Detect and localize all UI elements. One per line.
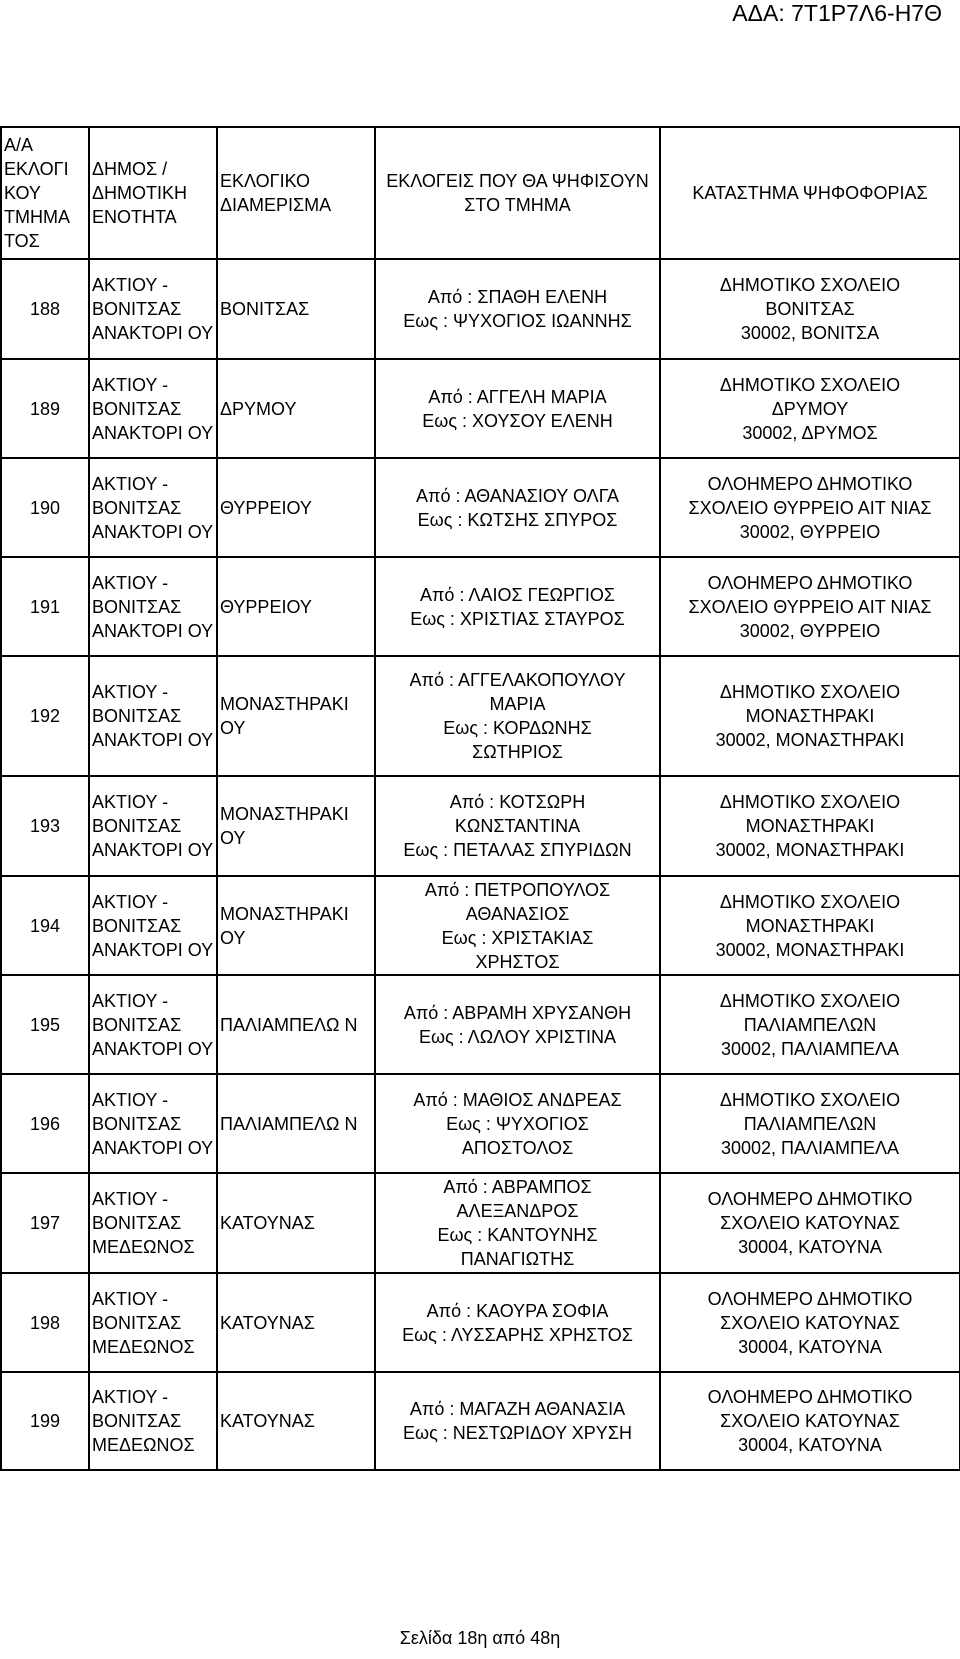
- polling-station-line: ΔΗΜΟΤΙΚΟ ΣΧΟΛΕΙΟ: [719, 990, 901, 1011]
- voters-range-line: ΑΠΟΣΤΟΛΟΣ: [461, 1137, 574, 1158]
- electoral-district: ΒΟΝΙΤΣΑΣ: [217, 259, 375, 359]
- polling-station: [660, 1273, 960, 1372]
- voters-range-line: ΠΑΝΑΓΙΩΤΗΣ: [460, 1249, 575, 1269]
- voters-range-line: Εως : ΠΕΤΑΛΑΣ ΣΠΥΡΙΔΩΝ: [403, 840, 632, 860]
- polling-station-line: 30002, ΘΥΡΡΕΙΟ: [739, 521, 881, 542]
- table-row: [1, 359, 960, 458]
- voters-range-line: Από : ΑΓΓΕΛΑΚΟΠΟΥΛΟΥ: [409, 670, 626, 690]
- polling-station: [660, 458, 960, 557]
- column-header-katastima: ΚΑΤΑΣΤΗΜΑ ΨΗΦΟΦΟΡΙΑΣ: [660, 127, 960, 259]
- voters-range-line: Εως : ΚΟΡΔΩΝΗΣ: [443, 718, 592, 738]
- voters-range: [375, 557, 660, 656]
- section-number: 194: [1, 876, 89, 975]
- voters-range: [375, 458, 660, 557]
- polling-station-line: 30002, ΠΑΛΙΑΜΠΕΛΑ: [720, 1038, 900, 1059]
- municipality: ΑΚΤΙΟΥ - ΒΟΝΙΤΣΑΣ ΑΝΑΚΤΟΡΙ ΟΥ: [89, 876, 217, 975]
- polling-station-line: ΟΛΟΗΜΕΡΟ ΔΗΜΟΤΙΚΟ: [707, 1387, 913, 1407]
- voters-range-line: Από : ΣΠΑΘΗ ΕΛΕΝΗ: [427, 287, 608, 307]
- voters-range-line: Από : ΑΓΓΕΛΗ ΜΑΡΙΑ: [428, 386, 607, 407]
- polling-station-line: 30002, ΔΡΥΜΟΣ: [742, 422, 878, 443]
- polling-station-line: ΟΛΟΗΜΕΡΟ ΔΗΜΟΤΙΚΟ: [707, 1288, 913, 1309]
- column-header-aa: Α/Α ΕΚΛΟΓΙ ΚΟΥ ΤΜΗΜΑ ΤΟΣ: [1, 127, 89, 259]
- section-number: 195: [1, 975, 89, 1074]
- electoral-district: ΜΟΝΑΣΤΗΡΑΚΙ ΟΥ: [217, 656, 375, 776]
- voters-range-line: Εως : ΛΥΣΣΑΡΗΣ ΧΡΗΣΤΟΣ: [402, 1324, 633, 1345]
- table-row: [1, 259, 960, 359]
- voters-range-line: Από : ΑΒΡΑΜΠΟΣ: [443, 1177, 592, 1197]
- electoral-district: ΘΥΡΡΕΙΟΥ: [217, 458, 375, 557]
- section-number: 190: [1, 458, 89, 557]
- voters-range-line: ΧΡΗΣΤΟΣ: [475, 951, 560, 972]
- table-row: [1, 1273, 960, 1372]
- table-row: [1, 1372, 960, 1470]
- polling-station-line: 30004, ΚΑΤΟΥΝΑ: [738, 1435, 882, 1455]
- electoral-district: ΚΑΤΟΥΝΑΣ: [217, 1372, 375, 1470]
- polling-station-line: ΔΗΜΟΤΙΚΟ ΣΧΟΛΕΙΟ: [719, 275, 901, 295]
- electoral-district: ΜΟΝΑΣΤΗΡΑΚΙ ΟΥ: [217, 776, 375, 876]
- column-header-dimos: ΔΗΜΟΣ / ΔΗΜΟΤΙΚΗ ΕΝΟΤΗΤΑ: [89, 127, 217, 259]
- table-row: [1, 1074, 960, 1173]
- table-row: [1, 458, 960, 557]
- voters-range: [375, 359, 660, 458]
- polling-station: [660, 1372, 960, 1470]
- electoral-district: ΚΑΤΟΥΝΑΣ: [217, 1273, 375, 1372]
- electoral-district: ΔΡΥΜΟΥ: [217, 359, 375, 458]
- polling-station-line: ΠΑΛΙΑΜΠΕΛΩΝ: [743, 1113, 877, 1134]
- voters-range: [375, 1074, 660, 1173]
- polling-station-line: ΔΗΜΟΤΙΚΟ ΣΧΟΛΕΙΟ: [719, 1089, 901, 1110]
- voters-range-line: Εως : ΧΡΙΣΤΙΑΣ ΣΤΑΥΡΟΣ: [410, 608, 625, 629]
- voters-range: [375, 259, 660, 359]
- table-row: [1, 656, 960, 776]
- polling-station-line: 30002, ΜΟΝΑΣΤΗΡΑΚΙ: [715, 939, 905, 960]
- table-row: [1, 557, 960, 656]
- column-header-eklogeis: ΕΚΛΟΓΕΙΣ ΠΟΥ ΘΑ ΨΗΦΙΣΟΥΝ ΣΤΟ ΤΜΗΜΑ: [375, 127, 660, 259]
- polling-station-line: 30002, ΜΟΝΑΣΤΗΡΑΚΙ: [715, 840, 905, 860]
- voters-range: [375, 776, 660, 876]
- electoral-district: ΜΟΝΑΣΤΗΡΑΚΙ ΟΥ: [217, 876, 375, 975]
- polling-stations-table: [0, 126, 960, 1471]
- electoral-district: ΚΑΤΟΥΝΑΣ: [217, 1173, 375, 1273]
- voters-range-line: Από : ΚΑΟΥΡΑ ΣΟΦΙΑ: [426, 1300, 609, 1321]
- polling-station-line: ΜΟΝΑΣΤΗΡΑΚΙ: [745, 915, 875, 936]
- municipality: ΑΚΤΙΟΥ - ΒΟΝΙΤΣΑΣ ΑΝΑΚΤΟΡΙ ΟΥ: [89, 1074, 217, 1173]
- electoral-district: ΘΥΡΡΕΙΟΥ: [217, 557, 375, 656]
- section-number: 191: [1, 557, 89, 656]
- polling-station-line: 30002, ΠΑΛΙΑΜΠΕΛΑ: [720, 1137, 900, 1158]
- voters-range-line: Από : ΚΟΤΣΩΡΗ: [449, 792, 586, 812]
- polling-station: [660, 656, 960, 776]
- polling-station-line: 30002, ΒΟΝΙΤΣΑ: [740, 323, 880, 343]
- table-body: [1, 259, 960, 1470]
- polling-station: [660, 259, 960, 359]
- section-number: 196: [1, 1074, 89, 1173]
- municipality: ΑΚΤΙΟΥ - ΒΟΝΙΤΣΑΣ ΑΝΑΚΤΟΡΙ ΟΥ: [89, 458, 217, 557]
- section-number: 198: [1, 1273, 89, 1372]
- voters-range-line: Εως : ΝΕΣΤΩΡΙΔΟΥ ΧΡΥΣΗ: [403, 1423, 632, 1443]
- polling-station: [660, 1074, 960, 1173]
- voters-range-line: Εως : ΚΑΝΤΟΥΝΗΣ: [437, 1225, 598, 1245]
- polling-station-line: ΣΧΟΛΕΙΟ ΚΑΤΟΥΝΑΣ: [720, 1312, 900, 1333]
- voters-range-line: Από : ΛΑΙΟΣ ΓΕΩΡΓΙΟΣ: [419, 584, 616, 605]
- voters-range-line: Εως : ΚΩΤΣΗΣ ΣΠΥΡΟΣ: [417, 509, 618, 530]
- polling-station: [660, 1173, 960, 1273]
- polling-station-line: ΠΑΛΙΑΜΠΕΛΩΝ: [743, 1014, 877, 1035]
- municipality: ΑΚΤΙΟΥ - ΒΟΝΙΤΣΑΣ ΑΝΑΚΤΟΡΙ ΟΥ: [89, 557, 217, 656]
- section-number: 199: [1, 1372, 89, 1470]
- voters-range-line: ΑΛΕΞΑΝΔΡΟΣ: [456, 1201, 579, 1221]
- page-number: Σελίδα 18η από 48η: [399, 1628, 561, 1648]
- voters-range: [375, 876, 660, 975]
- voters-range-line: Εως : ΨΥΧΟΓΙΟΣ: [446, 1113, 589, 1134]
- municipality: ΑΚΤΙΟΥ - ΒΟΝΙΤΣΑΣ ΜΕΔΕΩΝΟΣ: [89, 1273, 217, 1372]
- section-number: 193: [1, 776, 89, 876]
- polling-station-line: ΟΛΟΗΜΕΡΟ ΔΗΜΟΤΙΚΟ: [707, 1189, 913, 1209]
- municipality: ΑΚΤΙΟΥ - ΒΟΝΙΤΣΑΣ ΜΕΔΕΩΝΟΣ: [89, 1372, 217, 1470]
- polling-station: [660, 876, 960, 975]
- polling-station-line: 30002, ΘΥΡΡΕΙΟ: [739, 620, 881, 641]
- polling-station-line: 30004, ΚΑΤΟΥΝΑ: [738, 1237, 882, 1257]
- table-row: [1, 975, 960, 1074]
- voters-range-line: Από : ΑΘΑΝΑΣΙΟΥ ΟΛΓΑ: [416, 485, 619, 506]
- section-number: 197: [1, 1173, 89, 1273]
- voters-range: [375, 1372, 660, 1470]
- municipality: ΑΚΤΙΟΥ - ΒΟΝΙΤΣΑΣ ΑΝΑΚΤΟΡΙ ΟΥ: [89, 259, 217, 359]
- voters-range-line: Εως : ΛΩΛΟΥ ΧΡΙΣΤΙΝΑ: [418, 1026, 617, 1047]
- column-header-diamerisma: ΕΚΛΟΓΙΚΟ ΔΙΑΜΕΡΙΣΜΑ: [217, 127, 375, 259]
- table-row: [1, 1173, 960, 1273]
- polling-station-line: ΒΟΝΙΤΣΑΣ: [765, 299, 855, 319]
- section-number: 192: [1, 656, 89, 776]
- table-header-row: [1, 127, 960, 259]
- polling-station-line: ΣΧΟΛΕΙΟ ΘΥΡΡΕΙΟ ΑΙΤ ΝΙΑΣ: [688, 596, 932, 617]
- polling-station-line: ΟΛΟΗΜΕΡΟ ΔΗΜΟΤΙΚΟ: [707, 572, 913, 593]
- polling-station-line: ΟΛΟΗΜΕΡΟ ΔΗΜΟΤΙΚΟ: [707, 473, 913, 494]
- polling-station-line: ΔΗΜΟΤΙΚΟ ΣΧΟΛΕΙΟ: [719, 891, 901, 912]
- voters-range-line: ΑΘΑΝΑΣΙΟΣ: [465, 903, 570, 924]
- voters-range: [375, 656, 660, 776]
- municipality: ΑΚΤΙΟΥ - ΒΟΝΙΤΣΑΣ ΑΝΑΚΤΟΡΙ ΟΥ: [89, 359, 217, 458]
- electoral-district: ΠΑΛΙΑΜΠΕΛΩ Ν: [217, 975, 375, 1074]
- voters-range-line: Εως : ΨΥΧΟΓΙΟΣ ΙΩΑΝΝΗΣ: [403, 311, 632, 331]
- municipality: ΑΚΤΙΟΥ - ΒΟΝΙΤΣΑΣ ΑΝΑΚΤΟΡΙ ΟΥ: [89, 656, 217, 776]
- section-number: 188: [1, 259, 89, 359]
- municipality: ΑΚΤΙΟΥ - ΒΟΝΙΤΣΑΣ ΑΝΑΚΤΟΡΙ ΟΥ: [89, 975, 217, 1074]
- polling-station-line: 30002, ΜΟΝΑΣΤΗΡΑΚΙ: [715, 730, 905, 750]
- voters-range-line: Από : ΜΑΘΙΟΣ ΑΝΔΡΕΑΣ: [413, 1089, 622, 1110]
- voters-range-line: ΜΑΡΙΑ: [489, 694, 546, 714]
- polling-station-line: ΔΗΜΟΤΙΚΟ ΣΧΟΛΕΙΟ: [719, 792, 901, 812]
- voters-range-line: Εως : ΧΡΙΣΤΑΚΙΑΣ: [441, 927, 594, 948]
- table-row: [1, 876, 960, 975]
- voters-range-line: Από : ΠΕΤΡΟΠΟΥΛΟΣ: [424, 879, 611, 900]
- municipality: ΑΚΤΙΟΥ - ΒΟΝΙΤΣΑΣ ΑΝΑΚΤΟΡΙ ΟΥ: [89, 776, 217, 876]
- voters-range: [375, 1173, 660, 1273]
- polling-station: [660, 557, 960, 656]
- table-row: [1, 776, 960, 876]
- voters-range-line: ΚΩΝΣΤΑΝΤΙΝΑ: [454, 816, 581, 836]
- voters-range: [375, 1273, 660, 1372]
- polling-station-line: ΔΗΜΟΤΙΚΟ ΣΧΟΛΕΙΟ: [719, 374, 901, 395]
- polling-station: [660, 975, 960, 1074]
- voters-range: [375, 975, 660, 1074]
- polling-station-line: ΣΧΟΛΕΙΟ ΚΑΤΟΥΝΑΣ: [720, 1411, 900, 1431]
- polling-station-line: ΣΧΟΛΕΙΟ ΘΥΡΡΕΙΟ ΑΙΤ ΝΙΑΣ: [688, 497, 932, 518]
- polling-station-line: ΣΧΟΛΕΙΟ ΚΑΤΟΥΝΑΣ: [720, 1213, 900, 1233]
- polling-station: [660, 359, 960, 458]
- voters-range-line: Από : ΑΒΡΑΜΗ ΧΡΥΣΑΝΘΗ: [403, 1002, 632, 1023]
- voters-range-line: Εως : ΧΟΥΣΟΥ ΕΛΕΝΗ: [422, 410, 613, 431]
- polling-station: [660, 776, 960, 876]
- polling-station-line: ΜΟΝΑΣΤΗΡΑΚΙ: [745, 816, 875, 836]
- polling-station-line: 30004, ΚΑΤΟΥΝΑ: [738, 1336, 882, 1357]
- section-number: 189: [1, 359, 89, 458]
- ada-code: ΑΔΑ: 7Τ1Ρ7Λ6-Η7Θ: [732, 0, 942, 26]
- voters-range-line: Από : ΜΑΓΑΖΗ ΑΘΑΝΑΣΙΑ: [409, 1399, 626, 1419]
- polling-station-line: ΜΟΝΑΣΤΗΡΑΚΙ: [745, 706, 875, 726]
- municipality: ΑΚΤΙΟΥ - ΒΟΝΙΤΣΑΣ ΜΕΔΕΩΝΟΣ: [89, 1173, 217, 1273]
- polling-station-line: ΔΗΜΟΤΙΚΟ ΣΧΟΛΕΙΟ: [719, 682, 901, 702]
- electoral-district: ΠΑΛΙΑΜΠΕΛΩ Ν: [217, 1074, 375, 1173]
- voters-range-line: ΣΩΤΗΡΙΟΣ: [472, 742, 563, 762]
- polling-station-line: ΔΡΥΜΟΥ: [771, 398, 849, 419]
